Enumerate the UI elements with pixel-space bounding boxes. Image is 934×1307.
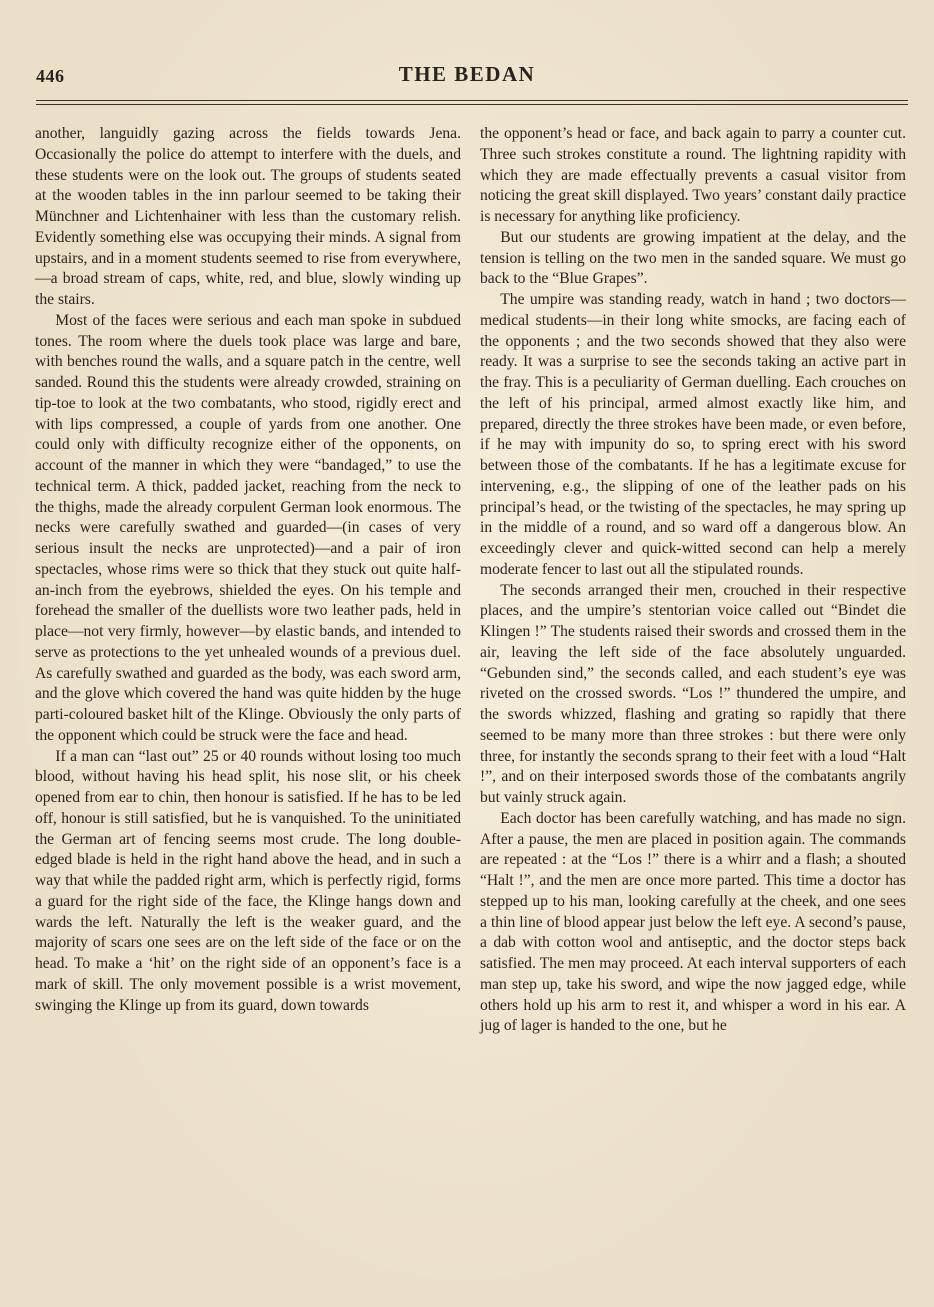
running-head: THE BEDAN: [398, 62, 536, 86]
right-column: [480, 124, 906, 1037]
left-paragraph-3: If a man can “last out” 25 or 40 rounds without losing too much blood, without having his head split, his nose slit, or his cheek opened from ear to chin, then honour is satisfied. If he has to be led off, honour is still satisfied, but he is vanquished. To the uninitiated the German art of fencing seems most crude. The long double-edged blade is held in the right hand above the head, and in such a way that while the padded right arm, which is perfectly rigid, forms a guard for the right side of the face, the Klinge hangs down and wards the left. Naturally the left is the weaker guard, and the majority of scars one sees are on the left side of the face or on the head. To make a ‘hit’ on the right side of an opponent’s face is a mark of skill. The only movement possible is a wrist movement, swinging the Klinge up from its guard, down towards: [35, 747, 461, 1014]
right-paragraph-1: the opponent’s head or face, and back again to parry a counter cut. Three such strokes constitute a round. The lightning rapidity with which they are made effectually prevents a casual visitor from noticing the great skill displayed. Two years’ constant daily practice is necessary for anything like proficiency.: [480, 125, 906, 225]
right-paragraph-2: But our students are growing impatient at the delay, and the tension is telling on the two men in the sanded square. We must go back to the “Blue Grapes”.: [480, 228, 906, 288]
header-rule-bottom: [36, 104, 908, 105]
right-paragraph-3: The umpire was standing ready, watch in hand ; two doctors—medical students—in their long white smocks, are facing each of the opponents ; and the two seconds showed that they also were ready. It was a surprise to see the seconds taking an active part in the fray. This is a peculiarity of German duelling. Each crouches on the left of his principal, armed almost exactly like him, and prepared, directly the three strokes have been made, or even before, if he may with impunity do so, to spring erect with his sword between those of the combatants. If he has a legitimate excuse for intervening, e.g., the slipping of one of the leather pads on his principal’s head, or the twisting of the spectacles, he may spring up in the middle of a round, and so ward off a dangerous blow. An exceedingly clever and quick-witted second can help a merely moderate fencer to last out all the stipulated rounds.: [480, 291, 906, 578]
page-number: 446: [36, 66, 65, 86]
left-column: [35, 124, 461, 1016]
right-paragraph-5: Each doctor has been carefully watching, and has made no sign. After a pause, the men are placed in position again. The commands are repeated : at the “Los !” there is a whirr and a flash; a shouted “Halt !”, and the men are once more parted. This time a doctor has stepped up to his man, looking carefully at the cheek, and one sees a thin line of blood appear just below the left eye. A second’s pause, a dab with cotton wool and antiseptic, and the doctor steps back satisfied. The men may proceed. At each interval supporters of each man step up, take his sword, and wipe the now jagged edge, while others hold up his arm to rest it, and whisper a word in his ear. A jug of lager is handed to the one, but he: [480, 809, 906, 1035]
left-paragraph-1: another, languidly gazing across the fields towards Jena. Occasionally the police do attempt to interfere with the duels, and these students were on the look out. The groups of students seated at the wooden tables in the inn parlour seemed to be taking their Münchner and Lichtenhainer with less than the customary relish. Evidently something else was occupying their minds. A signal from upstairs, and in a moment students seemed to rise from everywhere,—a broad stream of caps, white, red, and blue, slowly winding up the stairs.: [35, 125, 461, 308]
header-rule-top: [36, 100, 908, 101]
right-paragraph-4: The seconds arranged their men, crouched in their respective places, and the umpire’s stentorian voice called out “Bindet die Klingen !” The students raised their swords and crossed them in the air, leaving the left side of the face absolutely unguarded. “Gebunden sind,” the seconds called, and each student’s eye was riveted on the crossed swords. “Los !” thundered the umpire, and the swords whizzed, flashing and grating so rapidly that there seemed to be many more than three strokes : but there were only three, for instantly the seconds sprang to their feet with a loud “Halt !”, and on their interposed swords those of the combatants angrily but vainly struck again.: [480, 581, 906, 806]
left-paragraph-2: Most of the faces were serious and each man spoke in subdued tones. The room where the duels took place was large and bare, with benches round the walls, and a square patch in the centre, well sanded. Round this the students were already crowded, straining on tip-toe to look at the two combatants, who stood, rigidly erect and with lips compressed, a couple of yards from one another. One could only with difficulty recognize either of the opponents, on account of the manner in which they were “bandaged,” to use the technical term. A thick, padded jacket, reaching from the neck to the thighs, made the already corpulent German look enormous. The necks were carefully swathed and guarded—(in cases of very serious insult the necks are unprotected)—and a pair of iron spectacles, whose rims were so thick that they stuck out quite half-an-inch from the eyebrows, shielded the eyes. On his temple and forehead the smaller of the duellists wore two leather pads, held in place—not very firmly, however—by elastic bands, and intended to serve as protections to the yet unhealed wounds of a previous duel. As carefully swathed and guarded as the body, was each sword arm, and the glove which covered the hand was quite hidden by the huge parti-coloured basket hilt of the Klinge. Obviously the only parts of the opponent which could be struck were the face and head.: [35, 311, 461, 744]
